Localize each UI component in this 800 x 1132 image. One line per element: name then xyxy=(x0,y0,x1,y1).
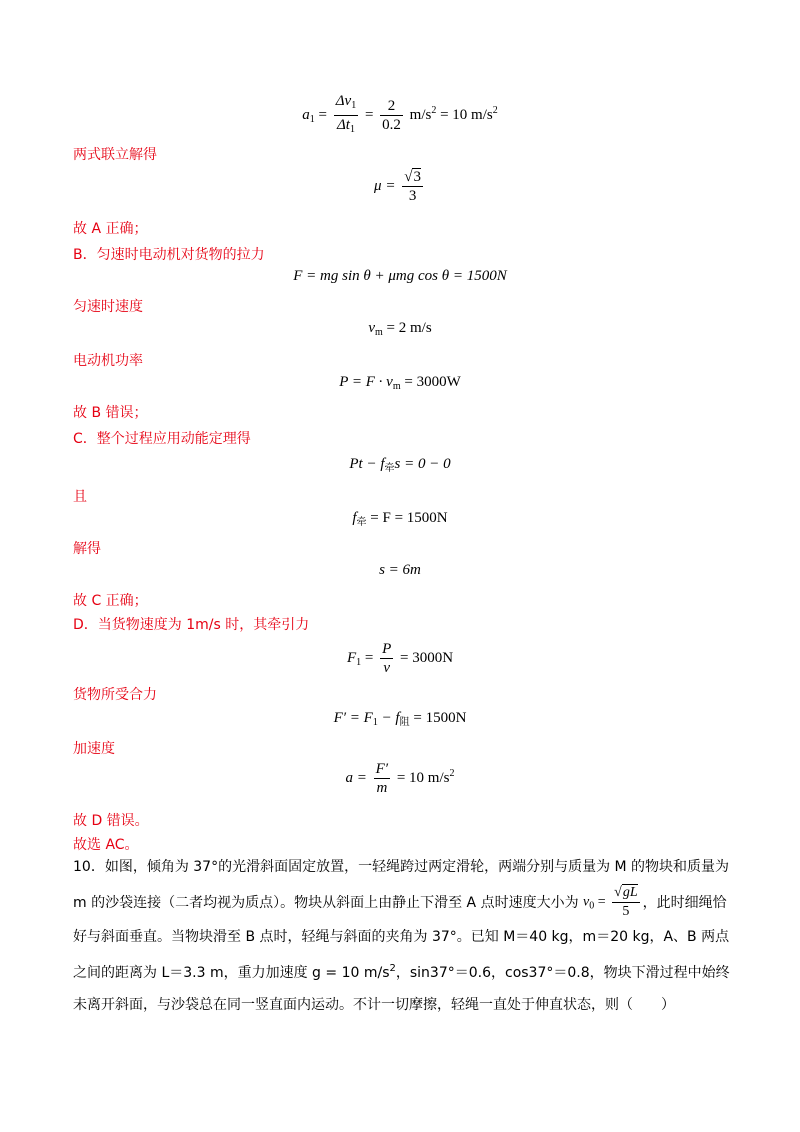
text-net-force: 货物所受合力 xyxy=(73,687,157,703)
equation-mu: μ = $\frac{√3}{3}$ xyxy=(374,169,421,204)
text-motor-power: 电动机功率 xyxy=(73,353,143,369)
text-d-head: D．当货物速度为 1m/s 时，其牵引力 xyxy=(73,617,310,633)
equation-a1: $a_1$ = $\frac{\Delta v_1}{\Delta t_1}$ = $\frac{2}{0.2}$ $m/s^2 = 10$ $m/s^2$ xyxy=(302,93,498,135)
equation-a: a = $\frac{F'}{m}$ = 10 $m/s^2$ xyxy=(345,761,455,796)
equation-s: s = 6m xyxy=(379,562,421,578)
text-solve: 解得 xyxy=(73,541,101,557)
equation-Fprime: $F' = F_1 - f_阻 = 1500N$ xyxy=(333,710,467,728)
equation-f: $f_牵 = F = 1500N$ xyxy=(352,510,448,528)
text-accel: 加速度 xyxy=(73,741,115,757)
text-and: 且 xyxy=(73,489,87,505)
equation-F: F = mg sin θ + μmg cos θ = 1500N xyxy=(293,268,507,284)
text-d-wrong: 故 D 错误。 xyxy=(73,813,149,829)
text-b-head: B．匀速时电动机对货物的拉力 xyxy=(73,247,265,263)
text-uniform-speed: 匀速时速度 xyxy=(73,299,143,315)
problem-10: 10．如图，倾角为 37°的光滑斜面固定放置，一轻绳跨过两定滑轮，两端分别与质量为 M 的物块和质量为 m 的沙袋连接（二者均视为质点）。物块从斜面上由静止下滑至 A 点时速度大小为 $v_0$ = $\frac{√gL}{5}$ ，此时细绳恰好与斜面垂直。当物块滑至 B 点时，轻绳与斜面的夹角为 37°。已知 M＝40 kg，m＝20 kg，A、B 两点之间的距离为 L＝3.3 m，重力加速度 g = 10 $m/s^2$，sin37°＝0.6，cos37°＝0.8，物块下滑过程中始终未离开斜面，与沙袋总在同一竖直面内运动。不计一切摩擦，轻绳一直处于伸直状态，则（ ） xyxy=(73,859,730,1013)
text-c-head: C．整个过程应用动能定理得 xyxy=(73,431,251,447)
equation-work: $Pt - f_牵s = 0 - 0$ xyxy=(349,456,451,474)
text-combine: 两式联立解得 xyxy=(73,147,157,163)
text-c-correct: 故 C 正确； xyxy=(73,593,148,609)
equation-F1: $F_1$ = $\frac{P}{v}$ = 3000N xyxy=(346,641,454,676)
text-a-correct: 故 A 正确； xyxy=(73,221,148,237)
equation-vm: $v_m = 2$ m/s xyxy=(368,320,432,338)
text-choose: 故选 AC。 xyxy=(73,837,139,853)
v0-expression: $v_0$ = $\frac{√gL}{5}$ xyxy=(583,884,638,919)
equation-P: $P = F \cdot v_m = 3000W$ xyxy=(339,374,461,392)
text-b-wrong: 故 B 错误； xyxy=(73,405,148,421)
